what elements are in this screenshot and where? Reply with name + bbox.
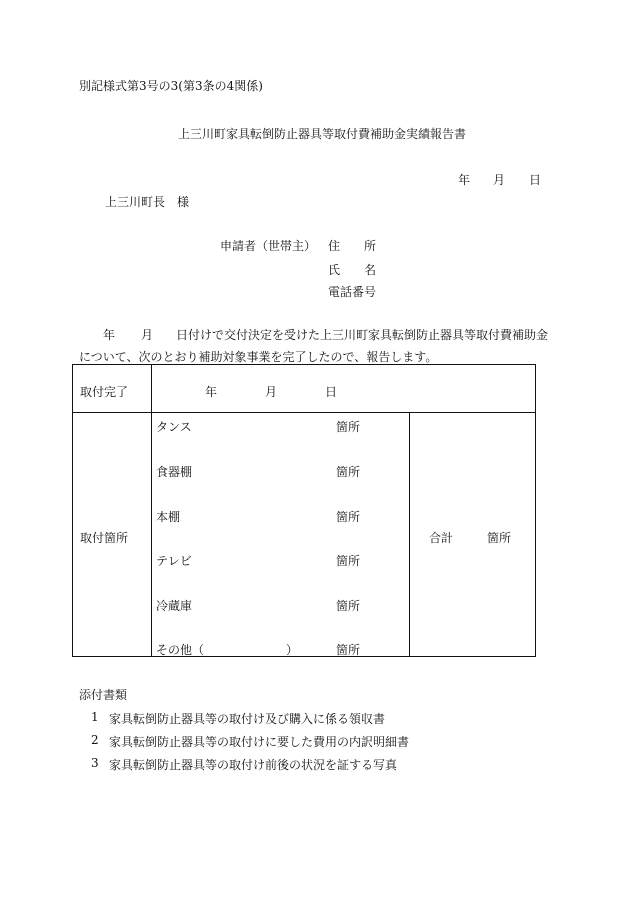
attachment-number: 1 [91, 710, 99, 724]
completion-month: 月 [265, 385, 278, 399]
applicant-phone-label: 電話番号 [328, 285, 377, 299]
list-item-name: タンス [156, 420, 192, 434]
body-line1: 日付けで交付決定を受けた上三川町家具転倒防止器具等取付費補助金 [176, 328, 549, 342]
list-item-unit: 箇所 [336, 465, 361, 479]
attachment-text: 家具転倒防止器具等の取付け及び購入に係る領収書 [109, 712, 386, 726]
attachment-text: 家具転倒防止器具等の取付けに要した費用の内訳明細書 [109, 735, 410, 749]
completion-label: 取付完了 [80, 385, 129, 399]
attachments-heading: 添付書類 [79, 688, 128, 702]
list-item-unit: 箇所 [336, 599, 361, 613]
list-item-name: 本棚 [156, 510, 181, 524]
date-year: 年 [458, 173, 471, 187]
total-label: 合計 [429, 531, 454, 545]
location-label: 取付箇所 [80, 531, 129, 545]
total-unit: 箇所 [487, 531, 512, 545]
applicant-name-label: 氏 名 [328, 263, 377, 277]
form-number: 別記様式第3号の3(第3条の4関係) [79, 79, 263, 93]
list-item-unit: 箇所 [336, 510, 361, 524]
report-table [72, 364, 536, 657]
addressee: 上三川町長 様 [105, 195, 190, 209]
attachment-number: 3 [91, 756, 99, 770]
list-item-name: 食器棚 [156, 465, 193, 479]
list-item-unit: 箇所 [336, 554, 361, 568]
list-item-close: ） [286, 643, 299, 657]
attachment-text: 家具転倒防止器具等の取付け前後の状況を証する写真 [109, 758, 398, 772]
completion-day: 日 [325, 385, 338, 399]
body-line2: について、次のとおり補助対象事業を完了したので、報告します。 [79, 350, 438, 364]
date-month: 月 [493, 173, 506, 187]
table-divider-row [73, 412, 535, 413]
applicant-address-label: 住 所 [328, 239, 377, 253]
list-item-name: 冷蔵庫 [156, 599, 193, 613]
document-title: 上三川町家具転倒防止器具等取付費補助金実績報告書 [178, 127, 467, 141]
body-month: 月 [141, 328, 154, 342]
list-item-name: その他（ [156, 643, 205, 657]
table-divider-right [409, 412, 410, 656]
completion-year: 年 [205, 385, 218, 399]
list-item-unit: 箇所 [336, 643, 361, 657]
body-year: 年 [103, 328, 116, 342]
list-item-name: テレビ [156, 554, 192, 568]
table-divider-left [151, 365, 152, 656]
applicant-label: 申請者（世帯主） [220, 239, 317, 253]
date-day: 日 [529, 173, 542, 187]
list-item-unit: 箇所 [336, 420, 361, 434]
attachment-number: 2 [91, 733, 99, 747]
